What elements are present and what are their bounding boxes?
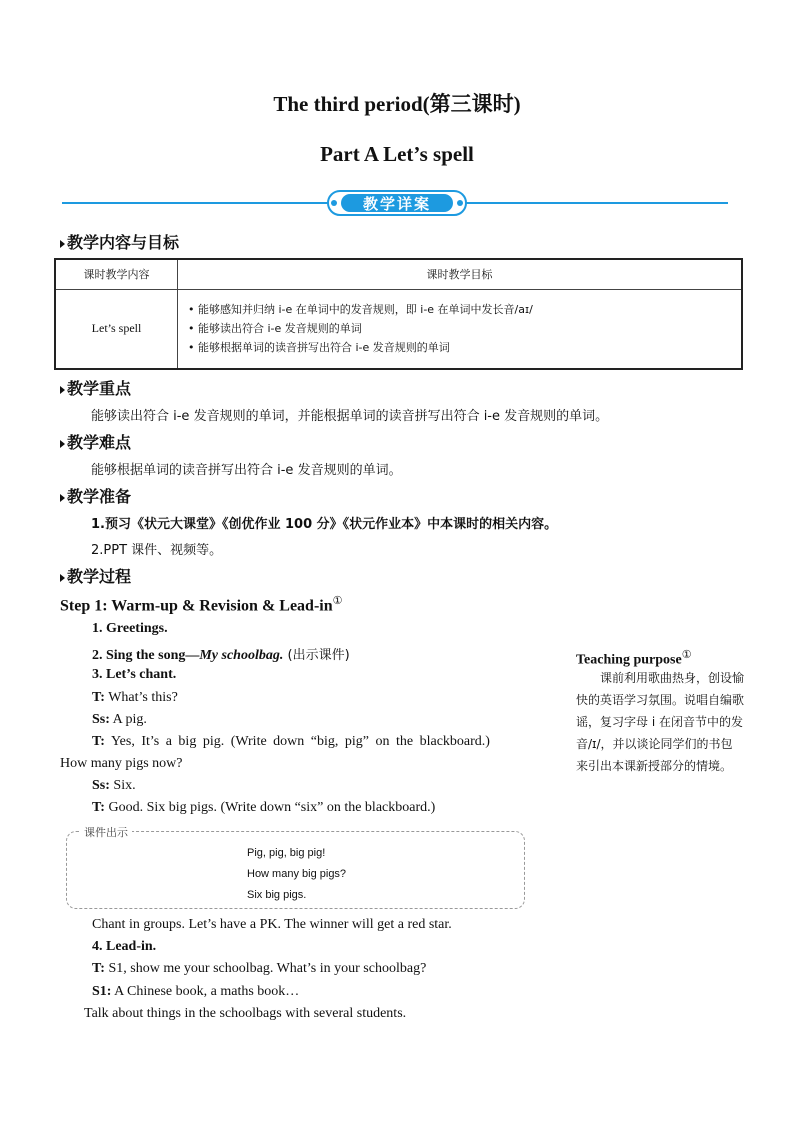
dialogue-text: Six. (109, 778, 136, 793)
dialogue-continuation: How many pigs now? (60, 756, 183, 771)
dialogue-line (92, 800, 435, 816)
table-header-content: 课时教学内容 (55, 259, 178, 289)
courseware-label: 课件出示 (80, 824, 132, 840)
goals-table (54, 258, 743, 370)
dialogue-text: A pig. (109, 712, 147, 727)
goal-item: • 能够读出符合 i-e 发音规则的单词 (188, 322, 362, 336)
banner-label: 教学详案 (362, 195, 431, 213)
speaker: T: (92, 734, 105, 749)
dialogue-line (92, 690, 178, 706)
teaching-purpose-footnote: ① (681, 649, 692, 661)
speaker: Ss: (92, 712, 110, 727)
table-header-goals: 课时教学目标 (178, 259, 743, 289)
page-subtitle: Part A Let’s spell (320, 142, 474, 166)
key-points-text: 能够读出符合 i-e 发音规则的单词，并能根据单词的读音拼写出符合 i-e 发音规则的单词。 (91, 409, 609, 424)
table-row-content: Let’s spell (55, 289, 178, 369)
step1-heading (60, 594, 342, 615)
section-difficulties: 教学难点 (60, 430, 131, 453)
section-key-points: 教学重点 (60, 376, 131, 399)
dialogue-line (92, 961, 426, 977)
dialogue-line (92, 778, 136, 794)
dialogue-text: What’s this? (104, 690, 178, 705)
teaching-purpose-title (576, 648, 692, 669)
step-chant: 3. Let’s chant. (92, 667, 177, 682)
dialogue-text: Yes, It’s a big pig. (Write down “big, pig” on the blackboard.) (104, 734, 490, 749)
dialogue-text: Good. Six big pigs. (Write down “six” on the blackboard.) (104, 800, 436, 815)
teaching-purpose-text: 课前利用歌曲热身，创设愉快的英语学习氛围。说唱自编歌谣，复习字母 i 在闭音节中的发音/ɪ/，并以谈论同学们的书包来引出本课新授部分的情境。 (576, 671, 745, 773)
teaching-purpose-label: Teaching purpose (576, 652, 682, 668)
chant-line: Six big pigs. (247, 889, 307, 901)
preparation-item-2: 2.PPT 课件、视频等。 (91, 543, 223, 558)
step-leadin: 4. Lead-in. (92, 939, 157, 954)
dialogue-line (92, 712, 147, 728)
speaker: Ss: (92, 778, 110, 793)
goal-item: • 能够感知并归纳 i-e 在单词中的发音规则，即 i-e 在单词中发长音/aɪ/ (188, 303, 533, 317)
step-greetings: 1. Greetings. (92, 621, 168, 636)
step1-heading-text: Step 1: Warm-up & Revision & Lead-in (60, 597, 333, 615)
dialogue-text: S1, show me your schoolbag. What’s in your schoolbag? (104, 961, 427, 976)
chant-line: How many big pigs? (247, 868, 347, 880)
section-content-goals: 教学内容与目标 (60, 230, 179, 253)
speaker: S1: (92, 984, 112, 999)
page-title: The third period(第三课时) (273, 92, 521, 116)
dialogue-text: A Chinese book, a maths book… (111, 984, 300, 999)
banner-line-right (464, 202, 728, 204)
banner-line-left (62, 202, 330, 204)
section-preparation: 教学准备 (60, 484, 131, 507)
section-process: 教学过程 (60, 564, 131, 587)
difficulties-text: 能够根据单词的读音拼写出符合 i-e 发音规则的单词。 (91, 463, 402, 478)
talk-text: Talk about things in the schoolbags with several students. (84, 1006, 407, 1021)
chant-groups-text: Chant in groups. Let’s have a PK. The winner will get a red star. (92, 917, 452, 932)
dialogue-line (92, 984, 299, 1000)
goal-item: • 能够根据单词的读音拼写出符合 i-e 发音规则的单词 (188, 341, 450, 355)
speaker: T: (92, 690, 105, 705)
preparation-item-1: 1.预习《状元大课堂》《创优作业 100 分》《状元作业本》中本课时的相关内容。 (91, 517, 558, 532)
speaker: T: (92, 961, 105, 976)
step1-footnote: ① (332, 595, 343, 607)
sing-prefix: 2. Sing the song— (92, 648, 200, 663)
sing-song-title: My schoolbag. (199, 648, 284, 663)
table-row-goals (178, 289, 743, 369)
dialogue-line (92, 734, 490, 750)
sing-suffix: (出示课件) (283, 648, 350, 663)
courseware-chant (247, 843, 346, 906)
speaker: T: (92, 800, 105, 815)
step-sing (92, 644, 350, 664)
chant-line: Pig, pig, big pig! (247, 847, 326, 859)
